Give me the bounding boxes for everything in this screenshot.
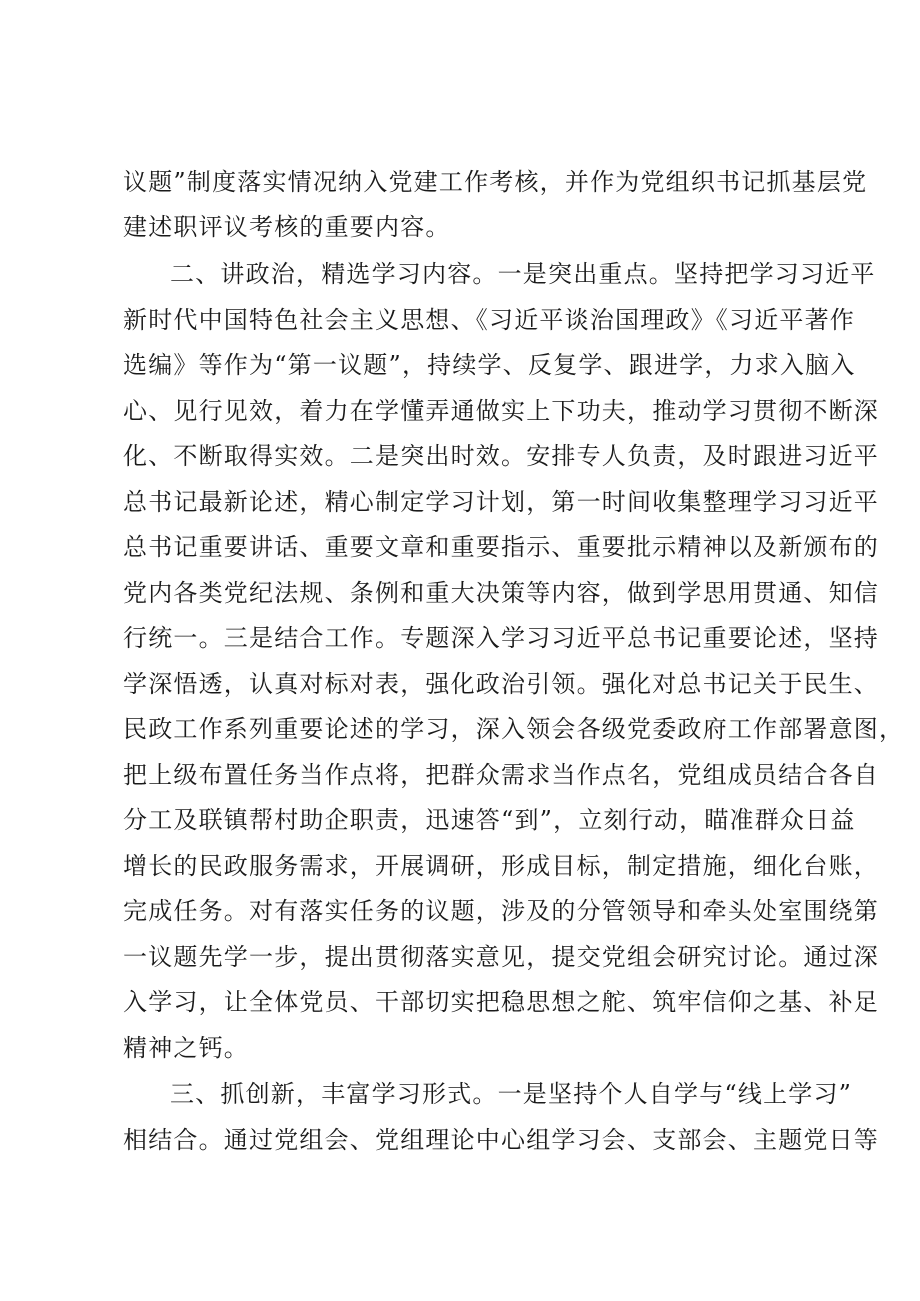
text-line: 一议题先学一步，提出贯彻落实意见，提交党组会研究讨论。通过深 bbox=[123, 943, 879, 971]
text-line: 行统一。三是结合工作。专题深入学习习近平总书记重要论述，坚持 bbox=[123, 624, 879, 652]
text-line: 分工及联镇帮村助企职责，迅速答“到”，立刻行动，瞄准群众日益 bbox=[123, 806, 856, 834]
text-line: 党内各类党纪法规、条例和重大决策等内容，做到学思用贯通、知信 bbox=[123, 579, 879, 607]
text-line: 精神之钙。 bbox=[123, 1034, 249, 1062]
text-line: 总书记重要讲话、重要文章和重要指示、重要批示精神以及新颁布的 bbox=[123, 533, 879, 561]
text-line: 新时代中国特色社会主义思想、《习近平谈治国理政》《习近平著作 bbox=[123, 306, 855, 334]
text-line: 入学习，让全体党员、干部切实把稳思想之舵、筑牢信仰之基、补足 bbox=[123, 988, 879, 1016]
text-line: 学深悟透，认真对标对表，强化政治引领。强化对总书记关于民生、 bbox=[123, 670, 879, 698]
text-line: 把上级布置任务当作点将，把群众需求当作点名，党组成员结合各自 bbox=[123, 761, 879, 789]
text-line: 总书记最新论述，精心制定学习计划，第一时间收集整理学习习近平 bbox=[123, 488, 879, 516]
text-line: 议题”制度落实情况纳入党建工作考核，并作为党组织书记抓基层党 bbox=[123, 168, 868, 196]
paragraph-start-line: 二、讲政治，精选学习内容。一是突出重点。坚持把学习习近平 bbox=[170, 260, 876, 288]
paragraph-start-line: 三、抓创新，丰富学习形式。一是坚持个人自学与“线上学习” bbox=[170, 1080, 853, 1108]
text-line: 心、见行见效，着力在学懂弄通做实上下功夫，推动学习贯彻不断深 bbox=[123, 397, 879, 425]
text-line: 相结合。通过党组会、党组理论中心组学习会、支部会、主题党日等 bbox=[123, 1126, 879, 1154]
text-line: 完成任务。对有落实任务的议题，涉及的分管领导和牵头处室围绕第 bbox=[123, 897, 879, 925]
text-line: 化、不断取得实效。二是突出时效。安排专人负责，及时跟进习近平 bbox=[123, 442, 879, 470]
text-line: 选编》等作为“第一议题”，持续学、反复学、跟进学，力求入脑入 bbox=[123, 351, 856, 379]
text-line: 建述职评议考核的重要内容。 bbox=[123, 213, 451, 241]
text-line: 民政工作系列重要论述的学习，深入领会各级党委政府工作部署意图， bbox=[123, 715, 905, 743]
text-line: 增长的民政服务需求，开展调研，形成目标，制定措施，细化台账， bbox=[123, 852, 879, 880]
